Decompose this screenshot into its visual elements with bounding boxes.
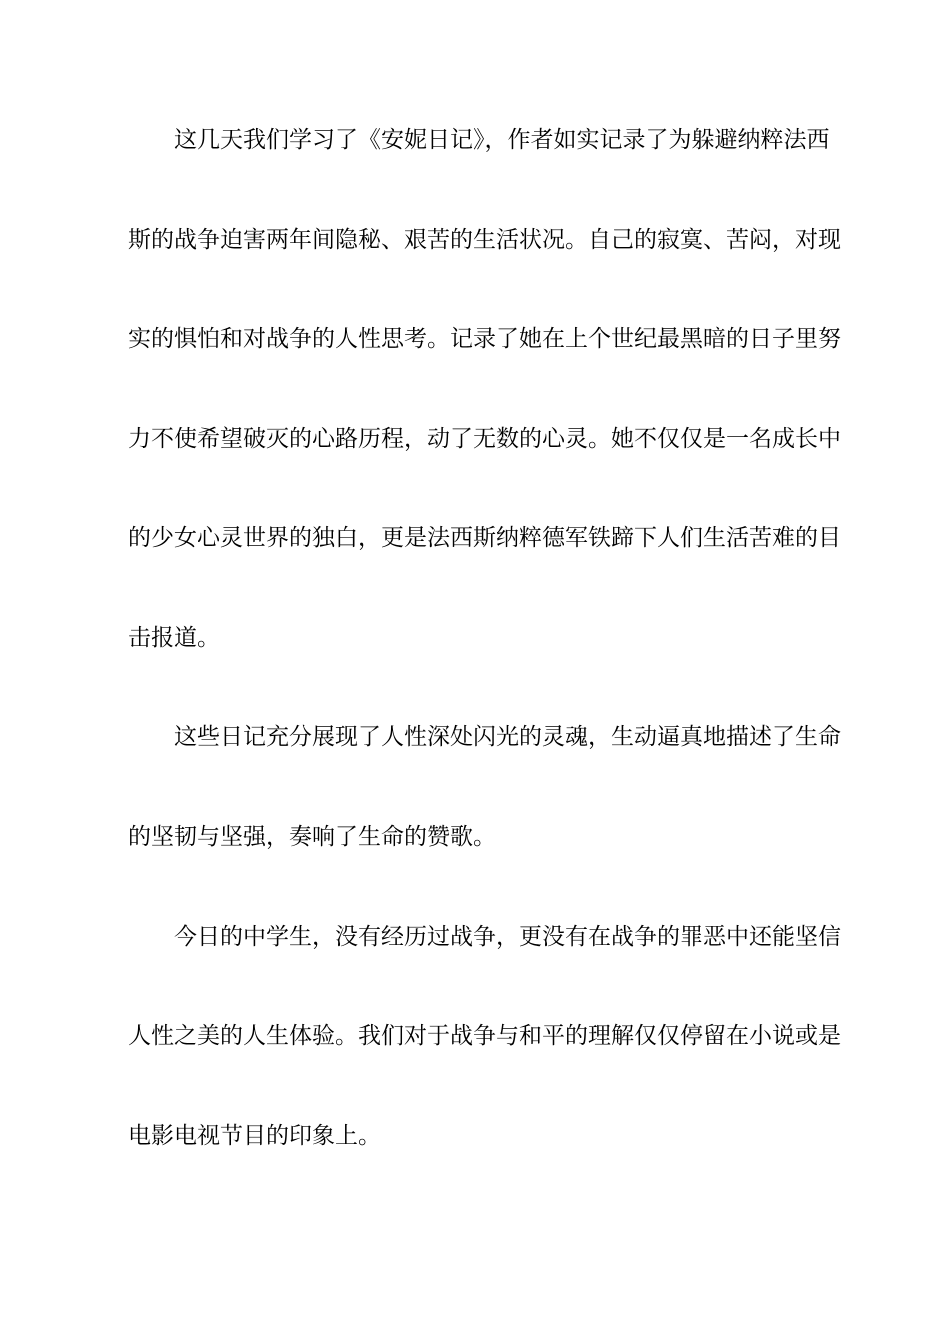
paragraph-3-line-3: 电影电视节目的印象上。 — [128, 1123, 381, 1149]
paragraph-1-line-1: 这几天我们学习了《安妮日记》，作者如实记录了为躲避纳粹法西 — [174, 127, 830, 153]
paragraph-1-line-3: 实的惧怕和对战争的人性思考。记录了她在上个世纪最黑暗的日子里努 — [128, 326, 841, 352]
paragraph-1-line-6: 击报道。 — [128, 625, 220, 651]
paragraph-2-line-1: 这些日记充分展现了人性深处闪光的灵魂，生动逼真地描述了生命 — [174, 724, 841, 750]
paragraph-1-line-2: 斯的战争迫害两年间隐秘、艰苦的生活状况。自己的寂寞、苦闷，对现 — [128, 227, 841, 253]
paragraph-3-line-1: 今日的中学生，没有经历过战争，更没有在战争的罪恶中还能坚信 — [174, 924, 841, 950]
paragraph-1-line-5: 的少女心灵世界的独白，更是法西斯纳粹德军铁蹄下人们生活苦难的目 — [128, 525, 841, 551]
paragraph-2-line-2: 的坚韧与坚强，奏响了生命的赞歌。 — [128, 824, 496, 850]
paragraph-3-line-2: 人性之美的人生体验。我们对于战争与和平的理解仅仅停留在小说或是 — [128, 1023, 841, 1049]
paragraph-1-line-4: 力不使希望破灭的心路历程，动了无数的心灵。她不仅仅是一名成长中 — [128, 426, 841, 452]
